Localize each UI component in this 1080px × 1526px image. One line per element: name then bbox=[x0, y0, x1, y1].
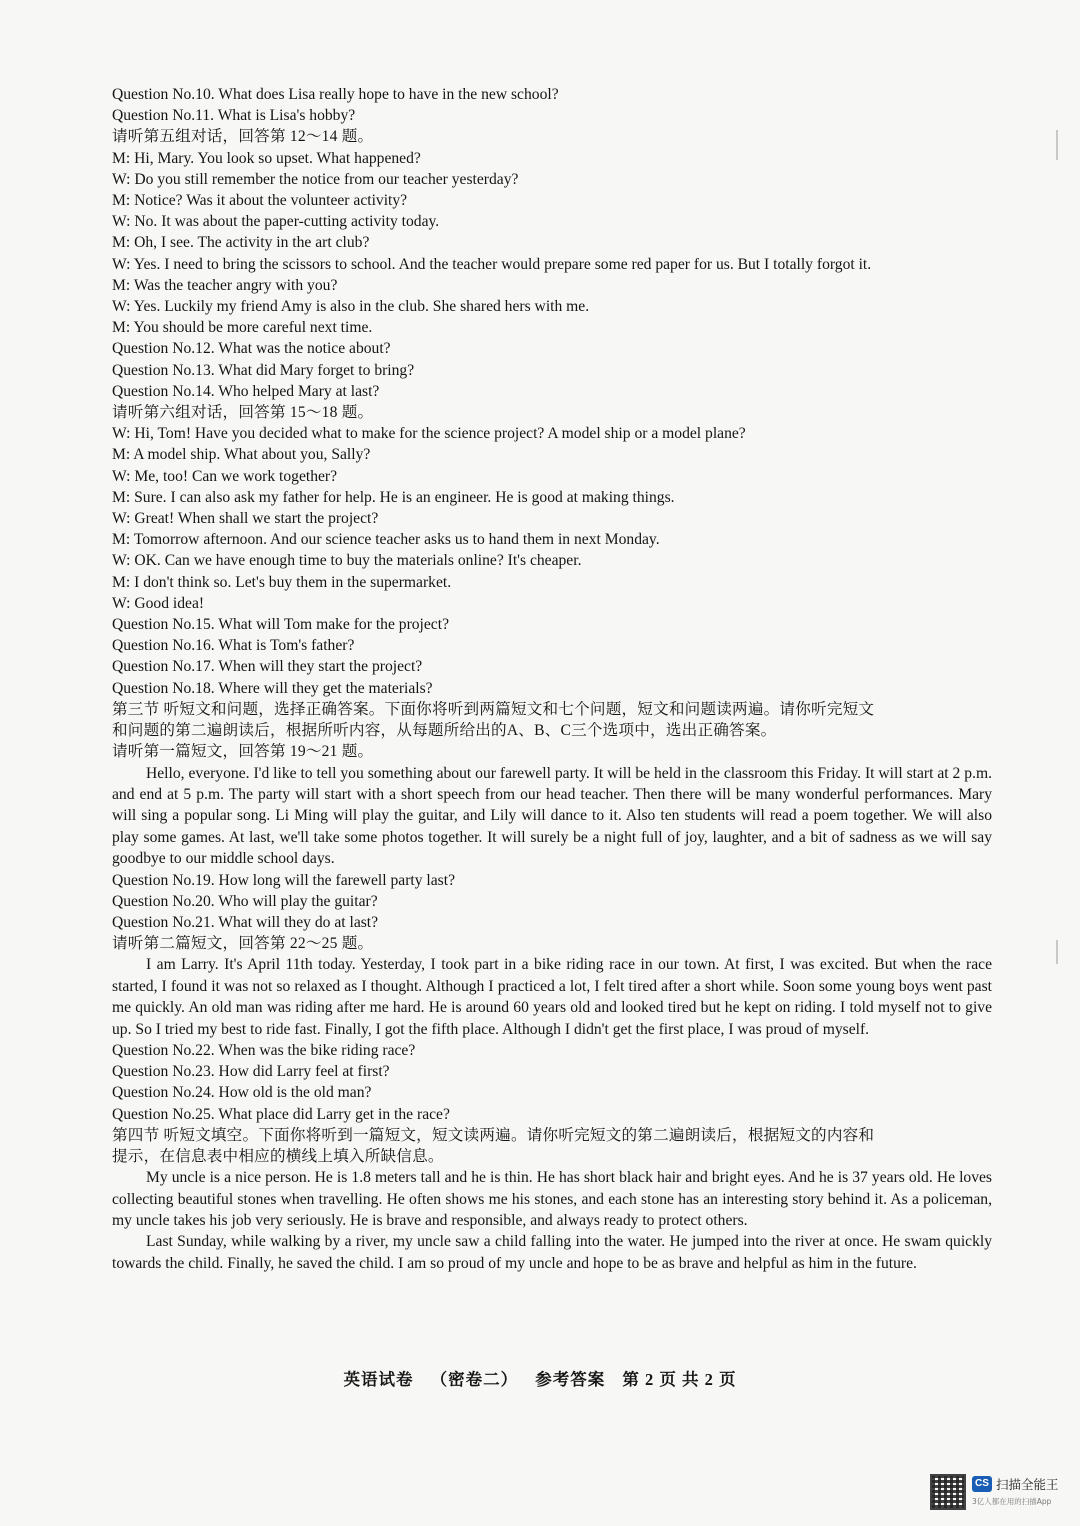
text-line: W: No. It was about the paper-cutting activity today. bbox=[112, 213, 440, 231]
scan-edge-mark bbox=[1056, 130, 1058, 160]
footer-paper: （密卷二） bbox=[430, 1370, 519, 1389]
text-line: Question No.10. What does Lisa really hope to have in the new school? bbox=[112, 86, 559, 103]
text-line: Question No.24. How old is the old man? bbox=[112, 1084, 372, 1102]
text-line: W: Do you still remember the notice from our teacher yesterday? bbox=[112, 170, 519, 188]
text-line: Question No.25. What place did Larry get in the race? bbox=[112, 1105, 450, 1123]
text-line: W: Yes. I need to bring the scissors to school. And the teacher would prepare some red paper for us. But I totally forgot it. bbox=[112, 255, 872, 273]
text-line: 第三节 听短文和问题，选择正确答案。下面你将听到两篇短文和七个问题，短文和问题读两遍。请你听完短文 bbox=[112, 700, 875, 718]
text-line: Question No.23. How did Larry feel at first? bbox=[112, 1063, 390, 1081]
scanner-watermark bbox=[930, 1474, 1070, 1514]
text-line: M: Sure. I can also ask my father for help. He is an engineer. He is good at making things. bbox=[112, 488, 675, 506]
text-line: W: Me, too! Can we work together? bbox=[112, 467, 338, 485]
document-body bbox=[112, 84, 992, 1274]
passage-farewell-party: Hello, everyone. I'd like to tell you something about our farewell party. It will be held in the classroom this Friday. It will start at 2 p.m. and end at 5 p.m. The party will start with a short speech from our head teacher. Then there will be many wonderful performances. Mary will sing a popular song. Li Ming will play the guitar, and Lily will dance to it. Also ten students will read a poem together. We will also play some games. At last, we'll take some photos together. It will surely be a night full of joy, laughter, and a bit of sadness as we will say goodbye to our middle school days. bbox=[112, 764, 992, 868]
scan-edge-mark bbox=[1056, 940, 1058, 964]
text-line: Question No.21. What will they do at last? bbox=[112, 913, 379, 931]
page-footer bbox=[0, 1366, 1080, 1390]
text-line: Question No.14. Who helped Mary at last? bbox=[112, 382, 380, 400]
text-line: Question No.16. What is Tom's father? bbox=[112, 637, 355, 655]
text-line: Question No.13. What did Mary forget to bring? bbox=[112, 361, 415, 379]
text-line: M: Hi, Mary. You look so upset. What happened? bbox=[112, 149, 421, 167]
text-line: W: OK. Can we have enough time to buy the materials online? It's cheaper. bbox=[112, 552, 582, 570]
text-line: Question No.17. When will they start the project? bbox=[112, 658, 423, 676]
text-line: Question No.20. Who will play the guitar? bbox=[112, 892, 378, 910]
watermark-tagline: 3亿人都在用的扫描App bbox=[972, 1497, 1052, 1506]
text-line: 和问题的第二遍朗读后，根据所听内容，从每题所给出的A、B、C三个选项中，选出正确答案。 bbox=[112, 722, 777, 740]
qr-code-icon bbox=[930, 1474, 966, 1510]
questions-block-b bbox=[112, 870, 992, 955]
questions-block-c bbox=[112, 1040, 992, 1167]
text-line: M: Tomorrow afternoon. And our science teacher asks us to hand them in next Monday. bbox=[112, 531, 660, 549]
text-line: Question No.12. What was the notice about? bbox=[112, 340, 391, 358]
text-line: Question No.19. How long will the farewell party last? bbox=[112, 871, 455, 889]
text-line: M: Notice? Was it about the volunteer activity? bbox=[112, 192, 408, 210]
passage-bike-race: I am Larry. It's April 11th today. Yesterday, I took part in a bike riding race in our town. At first, I was excited. But when the race started, I found it was not so relaxed as I thought. Although I practiced a lot, I felt tired after a short while. Soon some young boys went past me quickly. An old man was riding after me hard. He is around 60 years old and looked tired but he kept on riding. I told myself not to give up. So I tried my best to ride fast. Finally, I got the fifth place. Although I didn't get the first place, I was proud of myself. bbox=[112, 956, 992, 1038]
text-line: M: Was the teacher angry with you? bbox=[112, 276, 338, 294]
text-line: M: A model ship. What about you, Sally? bbox=[112, 446, 371, 464]
footer-kind: 参考答案 bbox=[535, 1370, 606, 1389]
footer-subject: 英语试卷 bbox=[343, 1370, 414, 1389]
text-line: W: Great! When shall we start the project? bbox=[112, 510, 379, 528]
camscanner-logo-icon: CS bbox=[972, 1476, 992, 1492]
text-line: M: I don't think so. Let's buy them in the supermarket. bbox=[112, 573, 452, 591]
text-line: 请听第六组对话，回答第 15～18 题。 bbox=[112, 404, 374, 422]
text-line: W: Hi, Tom! Have you decided what to make for the science project? A model ship or a model plane? bbox=[112, 425, 746, 443]
watermark-app-name: 扫描全能王 bbox=[996, 1477, 1059, 1492]
text-line: Question No.22. When was the bike riding race? bbox=[112, 1041, 416, 1059]
text-line: 请听第五组对话，回答第 12～14 题。 bbox=[112, 128, 374, 146]
text-line: 提示，在信息表中相应的横线上填入所缺信息。 bbox=[112, 1147, 444, 1165]
footer-page-number: 第 2 页 共 2 页 bbox=[622, 1370, 737, 1389]
text-line: 第四节 听短文填空。下面你将听到一篇短文，短文读两遍。请你听完短文的第二遍朗读后，根据短文的内容和 bbox=[112, 1126, 875, 1144]
text-line: W: Yes. Luckily my friend Amy is also in the club. She shared hers with me. bbox=[112, 298, 590, 316]
passage-uncle-part-2: Last Sunday, while walking by a river, my uncle saw a child falling into the water. He jumped into the river at once. He swam quickly towards the child. Finally, he saved the child. I am so proud of my uncle and hope to be as brave and helpful as him in the future. bbox=[112, 1233, 992, 1272]
text-line: M: Oh, I see. The activity in the art club? bbox=[112, 234, 370, 252]
text-line: Question No.18. Where will they get the materials? bbox=[112, 679, 433, 697]
passage-uncle-part-1: My uncle is a nice person. He is 1.8 meters tall and he is thin. He has short black hair and bright eyes. And he is 37 years old. He loves collecting beautiful stones when travelling. He often shows me his stones, and each stone has an interesting story behind it. As a policeman, my uncle takes his job very seriously. He is brave and responsible, and always ready to protect others. bbox=[112, 1169, 992, 1229]
text-line: Question No.15. What will Tom make for the project? bbox=[112, 616, 449, 634]
text-line: M: You should be more careful next time. bbox=[112, 319, 373, 337]
text-line: Question No.11. What is Lisa's hobby? bbox=[112, 107, 356, 125]
text-line: W: Good idea! bbox=[112, 594, 205, 612]
dialogue-block-a bbox=[112, 84, 992, 763]
text-line: 请听第二篇短文，回答第 22～25 题。 bbox=[112, 935, 374, 953]
text-line: 请听第一篇短文，回答第 19～21 题。 bbox=[112, 743, 374, 761]
